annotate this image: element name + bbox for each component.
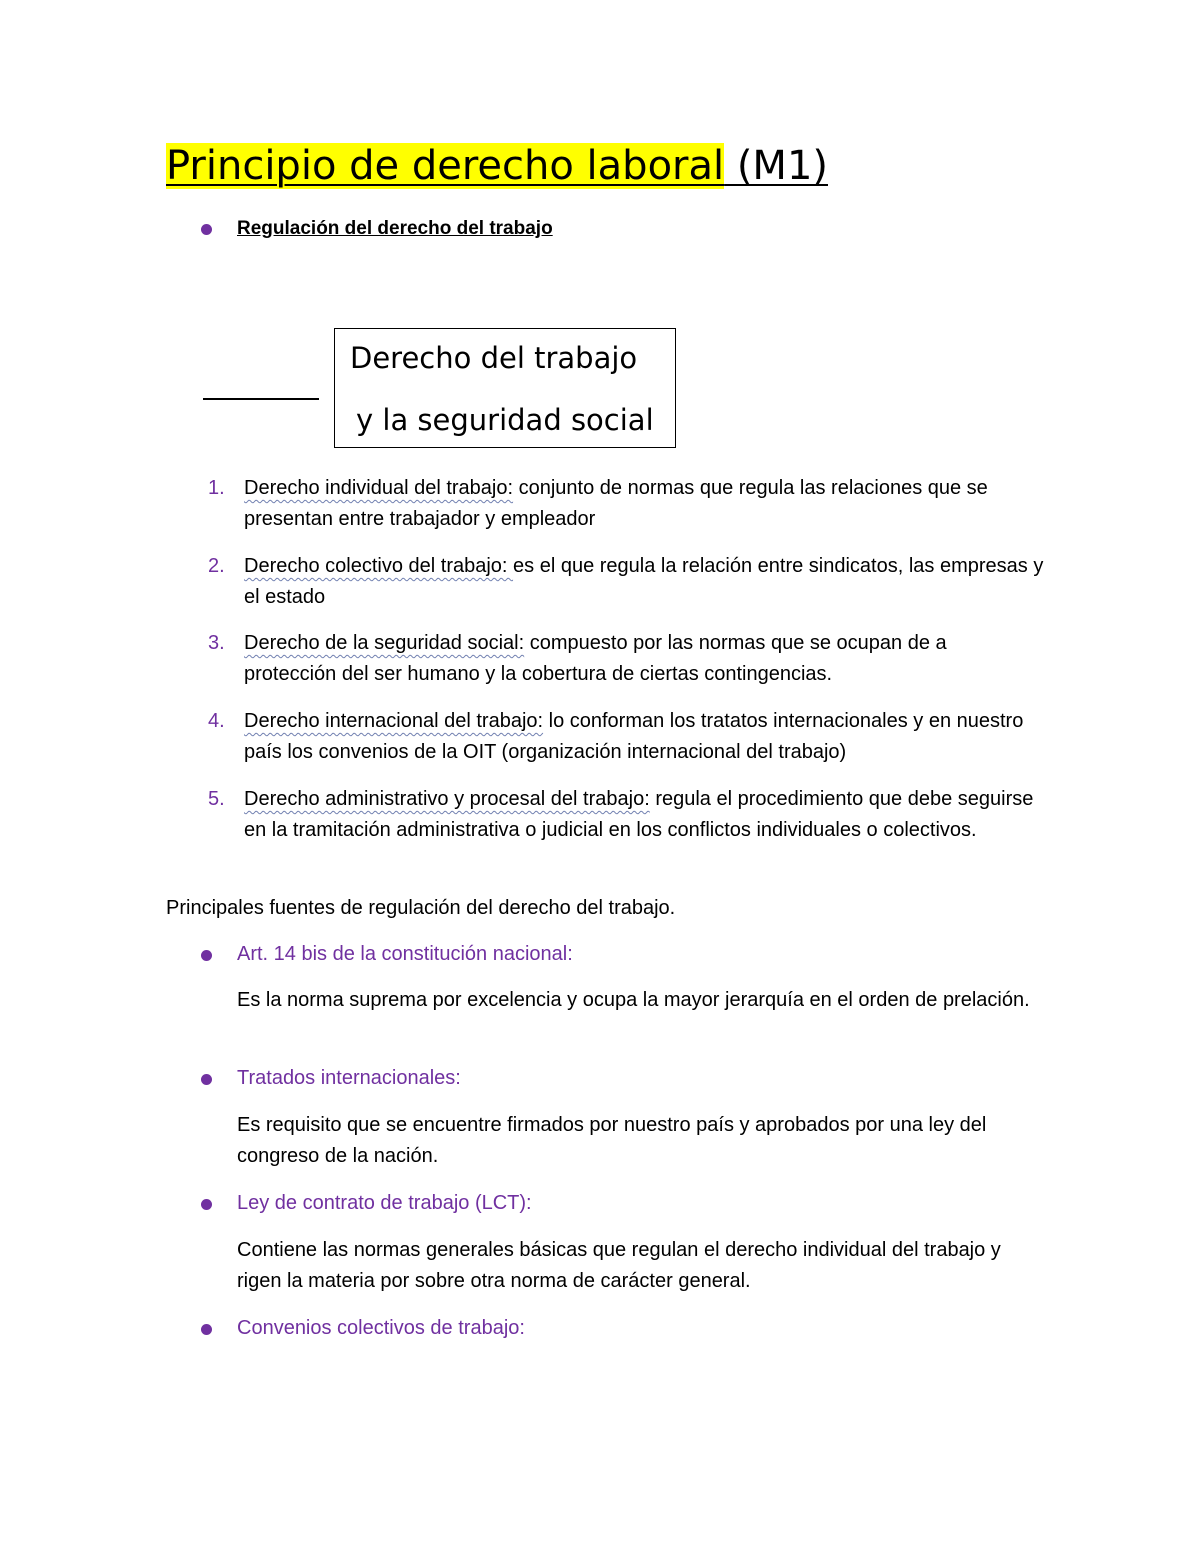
bullet-icon bbox=[201, 1199, 212, 1210]
bullet-icon bbox=[201, 1324, 212, 1335]
page-title bbox=[166, 138, 828, 194]
source-text: Es requisito que se encuentre firmados por nuestro país y aprobados por una ley del congreso de la nación. bbox=[237, 1114, 987, 1167]
bullet-icon bbox=[201, 1074, 212, 1085]
item-number: 4. bbox=[208, 710, 225, 732]
box-line-1: Derecho del trabajo bbox=[350, 341, 638, 375]
item-number: 5. bbox=[208, 788, 225, 810]
item-number: 1. bbox=[208, 477, 225, 499]
item-text: compuesto por las normas que se ocupan de a protección del ser humano y la cobertura de ciertas contingencias. bbox=[244, 632, 947, 685]
item-number: 3. bbox=[208, 632, 225, 654]
item-term: Derecho colectivo del trabajo: bbox=[244, 555, 514, 577]
source-heading: Art. 14 bis de la constitución nacional: bbox=[237, 943, 573, 965]
source-heading: Tratados internacionales: bbox=[237, 1067, 461, 1089]
source-heading: Ley de contrato de trabajo (LCT): bbox=[237, 1192, 532, 1214]
item-term: Derecho internacional del trabajo: bbox=[244, 710, 544, 732]
connector-line bbox=[203, 398, 319, 400]
item-text: lo conforman los tratatos internacionales y en nuestro país los convenios de la OIT (organización internacional del trabajo) bbox=[244, 710, 1024, 763]
source-heading: Convenios colectivos de trabajo: bbox=[237, 1317, 525, 1339]
item-term: Derecho administrativo y procesal del trabajo: bbox=[244, 788, 650, 810]
item-number: 2. bbox=[208, 555, 225, 577]
bullet-icon bbox=[201, 950, 212, 961]
box-line-2: y la seguridad social bbox=[356, 403, 654, 437]
title-suffix: (M1) bbox=[724, 143, 828, 189]
item-term: Derecho individual del trabajo: bbox=[244, 477, 514, 499]
sources-heading: Principales fuentes de regulación del derecho del trabajo. bbox=[166, 897, 676, 919]
source-text: Contiene las normas generales básicas que regulan el derecho individual del trabajo y rigen la materia por sobre otra norma de carácter general. bbox=[237, 1239, 1001, 1292]
item-text: es el que regula la relación entre sindicatos, las empresas y el estado bbox=[244, 555, 1044, 608]
section-heading: Regulación del derecho del trabajo bbox=[237, 218, 553, 239]
item-text: conjunto de normas que regula las relaciones que se presentan entre trabajador y empleador bbox=[244, 477, 988, 530]
item-term: Derecho de la seguridad social: bbox=[244, 632, 525, 654]
diagram-box bbox=[334, 328, 676, 448]
bullet-icon bbox=[201, 224, 212, 235]
item-text: regula el procedimiento que debe seguirse en la tramitación administrativa o judicial en los conflictos individuales o colectivos. bbox=[244, 788, 1034, 841]
title-highlighted: Principio de derecho laboral bbox=[166, 143, 725, 189]
source-text: Es la norma suprema por excelencia y ocupa la mayor jerarquía en el orden de prelación. bbox=[237, 989, 1030, 1011]
